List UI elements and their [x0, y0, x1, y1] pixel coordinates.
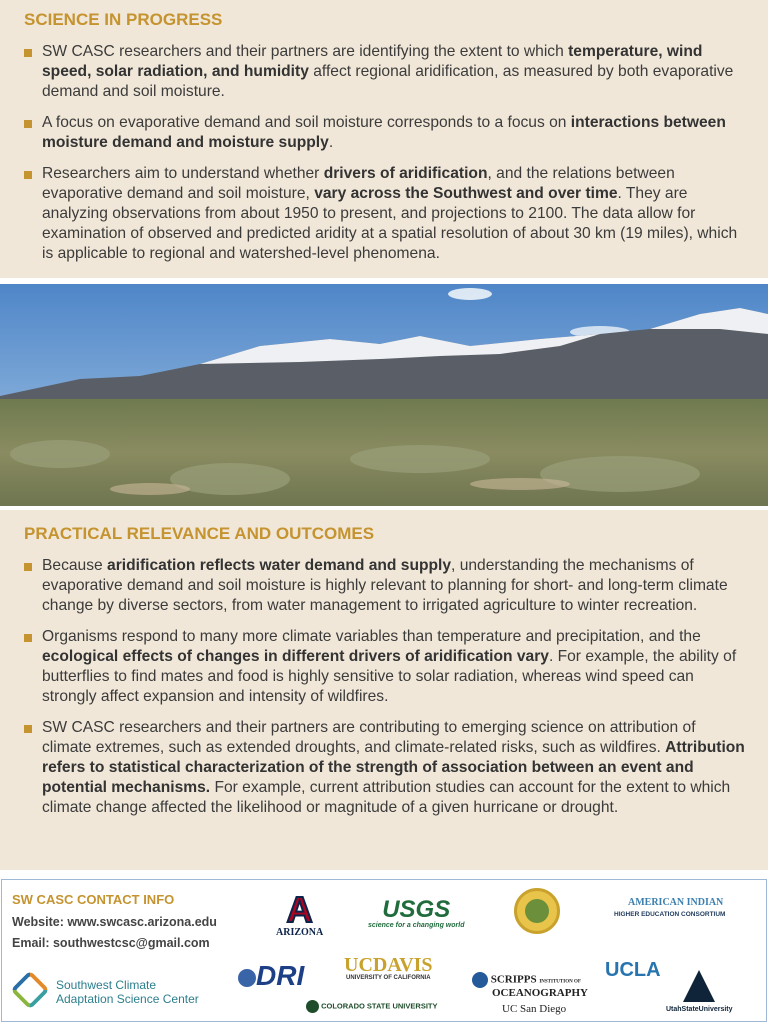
body-text: , understanding the mechanisms of evaporative demand and soil moisture is highly relevant to planning for short- and long-term climate change by diverse sectors, from water management to irrigated agriculture to winter recreation.: [42, 557, 728, 614]
ucla-logo: UCLA: [605, 959, 661, 981]
csu-logo: COLORADO STATE UNIVERSITY: [306, 1000, 438, 1013]
dri-logo: DRI: [238, 962, 304, 990]
practical-relevance-section: [0, 510, 768, 870]
bullet-square-icon: [24, 634, 32, 642]
bullet-item: [24, 42, 746, 102]
body-text: Researchers aim to understand whether: [42, 165, 324, 182]
science-in-progress-section: [0, 0, 768, 278]
section-heading: PRACTICAL RELEVANCE AND OUTCOMES: [24, 524, 375, 543]
emphasis-text: drivers of aridification: [323, 165, 488, 182]
emphasis-text: vary across the Southwest and over time: [314, 185, 618, 202]
body-text: Because: [42, 557, 108, 574]
emphasis-text: ecological effects of changes in different drivers of aridification vary: [42, 648, 549, 665]
emphasis-text: aridification reflects water demand and supply: [107, 557, 452, 574]
bullet-item: [24, 164, 746, 264]
bullet-item: [24, 556, 746, 616]
body-text: , and the relations between evaporative demand and soil moisture,: [42, 165, 675, 202]
body-text: affect regional aridification, as measured by both evaporative demand and soil moisture.: [42, 63, 734, 100]
body-text: .: [328, 134, 334, 151]
email-link[interactable]: Email: southwestcsc@gmail.com: [12, 936, 210, 950]
contact-heading: SW CASC CONTACT INFO: [12, 892, 175, 907]
logo-text: Adaptation Science Center: [56, 992, 199, 1006]
bullet-item: [24, 113, 746, 153]
body-text: SW CASC researchers and their partners are identifying the extent to which: [42, 43, 569, 60]
bullet-square-icon: [24, 563, 32, 571]
science-list: [24, 42, 746, 264]
body-text: Organisms respond to many more climate variables than temperature and precipitation, and the: [42, 628, 701, 645]
footer-contact-logos: [1, 879, 767, 1022]
emphasis-text: Attribution refers to statistical characterization of the strength of association between an event and potential mechanisms.: [42, 739, 745, 796]
website-link[interactable]: Website: www.swcasc.arizona.edu: [12, 915, 217, 929]
body-text: A focus on evaporative demand and soil moisture corresponds to a focus on: [42, 114, 571, 131]
ucdavis-logo: UCDAVIS UNIVERSITY OF CALIFORNIA: [344, 954, 433, 981]
interior-seal-logo: [514, 888, 560, 934]
bullet-square-icon: [24, 171, 32, 179]
aihec-logo: AMERICAN INDIAN HIGHER EDUCATION CONSORTIUM: [614, 897, 726, 918]
bullet-square-icon: [24, 120, 32, 128]
body-text: . For example, the ability of butterflies to find mates and food is highly sensitive to solar radiation, whereas wind speed can strongly affect expansion and intensity of wildfires.: [42, 648, 737, 705]
usu-logo: UtahStateUniversity: [666, 970, 733, 1013]
body-text: . They are analyzing observations from about 1950 to present, and projections to 2100. The data allow for examination of observed and predicted aridity at a spatial resolution of about 30 km (19 miles), which is applicable to regional and watershed-level phenomena.: [42, 185, 738, 262]
body-text: For example, current attribution studies can account for the extent to which climate change affected the likelihood or magnitude of a given hurricane or drought.: [42, 779, 731, 816]
landscape-photo: [0, 284, 768, 506]
section-heading: SCIENCE IN PROGRESS: [24, 10, 223, 29]
emphasis-text: interactions between moisture demand and moisture supply: [42, 114, 726, 151]
scripps-logo: SCRIPPS INSTITUTION OF OCEANOGRAPHY UC San Diego: [472, 972, 588, 1015]
logo-text: Southwest Climate: [56, 978, 157, 992]
practical-list: [24, 556, 746, 818]
bullet-square-icon: [24, 49, 32, 57]
bullet-square-icon: [24, 725, 32, 733]
bullet-item: [24, 718, 746, 818]
bullet-item: [24, 627, 746, 707]
usgs-logo: USGS science for a changing world: [368, 896, 465, 929]
arizona-logo: A ARIZONA: [276, 889, 324, 938]
body-text: SW CASC researchers and their partners are contributing to emerging science on attribution of climate extremes, such as extended droughts, and climate-related risks, such as wildfires.: [42, 719, 696, 756]
emphasis-text: temperature, wind speed, solar radiation, and humidity: [42, 43, 703, 80]
